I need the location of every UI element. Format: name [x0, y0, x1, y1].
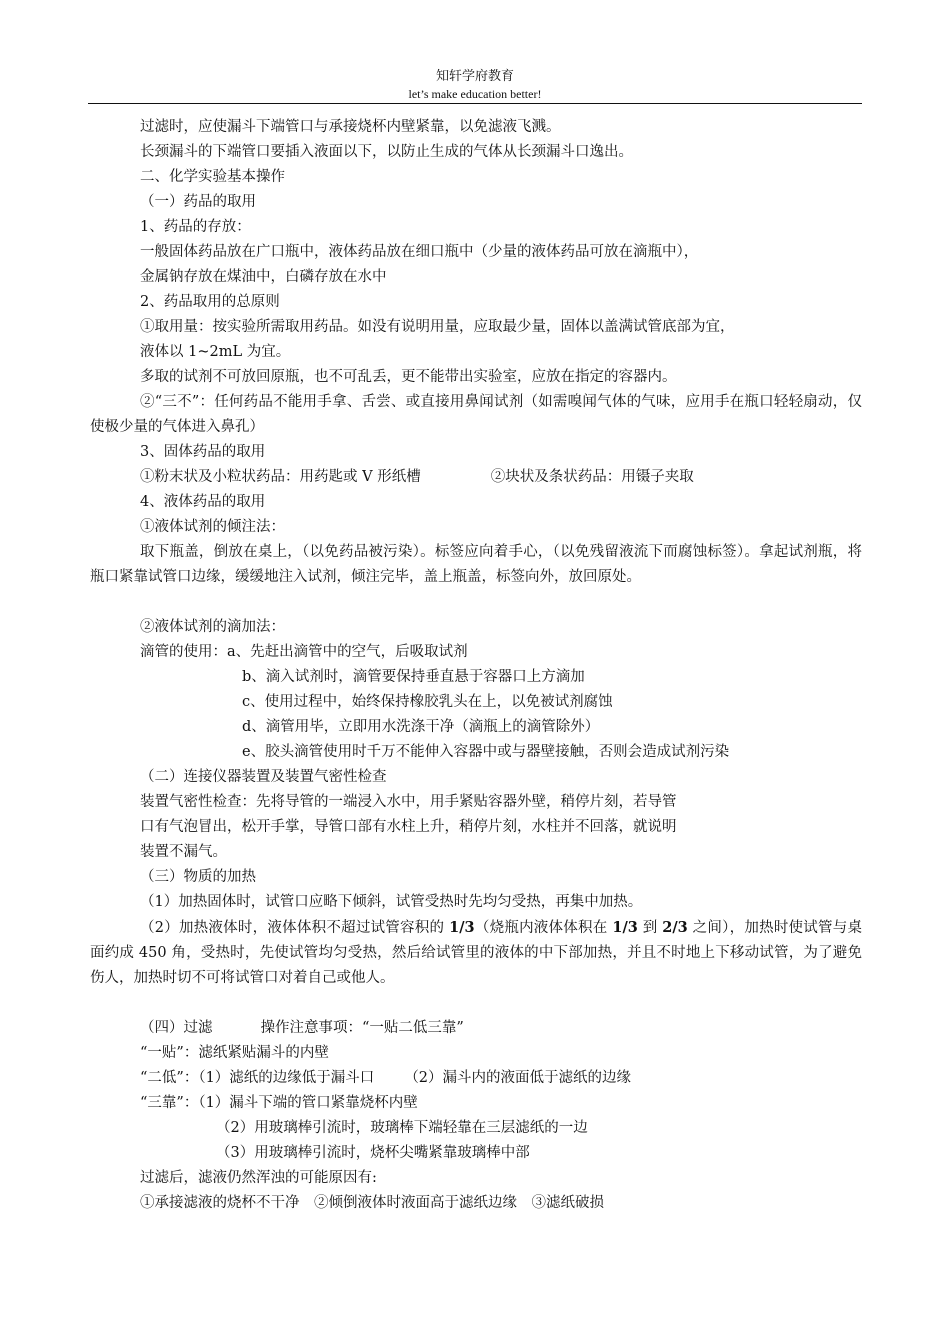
bold-fraction: 1/3 [612, 919, 638, 936]
text-fragment: 到 [637, 920, 663, 936]
text-line: “三靠”：（1）漏斗下端的管口紧靠烧杯内壁 [140, 1095, 418, 1111]
text-line: ①承接滤液的烧杯不干净 ②倾倒液体时液面高于滤纸边缘 ③滤纸破损 [140, 1195, 604, 1211]
text-line: 口有气泡冒出，松开手掌，导管口部有水柱上升，稍停片刻，水柱并不回落，就说明 [140, 819, 677, 835]
section-heading: 二、化学实验基本操作 [140, 169, 285, 185]
item-heading: 4、液体药品的取用 [140, 494, 266, 510]
item-heading: 2、药品取用的总原则 [140, 294, 280, 310]
text-line: ②液体试剂的滴加法： [140, 619, 285, 635]
spacer [90, 590, 862, 615]
list-item: （3）用玻璃棒引流时，烧杯尖嘴紧靠玻璃棒中部 [216, 1145, 530, 1161]
spacer [90, 991, 862, 1016]
list-item: e、胶头滴管使用时千万不能伸入容器中或与器壁接触，否则会造成试剂污染 [242, 744, 730, 760]
paragraph: 取下瓶盖，倒放在桌上，（以免药品被污染）。标签应向着手心，（以免残留液流下而腐蚀标签）。拿起试剂瓶，将瓶口紧靠试管口边缘，缓缓地注入试剂，倾注完毕，盖上瓶盖，标签向外，放回原处。 [90, 544, 862, 585]
list-item: d、滴管用毕，立即用水洗涤干净（滴瓶上的滴管除外） [242, 719, 600, 735]
text-line: 长颈漏斗的下端管口要插入液面以下，以防止生成的气体从长颈漏斗口逸出。 [140, 144, 633, 160]
document-body [90, 115, 862, 1216]
text-line: 过滤后，滤液仍然浑浊的可能原因有: [140, 1170, 377, 1186]
text-line: 滴管的使用：a、先赶出滴管中的空气，后吸取试剂 [140, 644, 468, 660]
text-line: 液体以 1~2mL 为宜。 [140, 344, 291, 360]
subsection-heading: （三）物质的加热 [140, 869, 256, 885]
header-title: 知轩学府教育 [435, 69, 514, 84]
text-fragment: ②块状及条状药品：用镊子夹取 [490, 469, 694, 485]
paragraph: ②“三不”：任何药品不能用手拿、舌尝、或直接用鼻闻试剂（如需嗅闻气体的气味，应用手在瓶口轻轻扇动，仅使极少量的气体进入鼻孔） [90, 394, 862, 435]
list-item: （2）用玻璃棒引流时，玻璃棒下端轻靠在三层滤纸的一边 [216, 1120, 588, 1136]
list-item: c、使用过程中，始终保持橡胶乳头在上，以免被试剂腐蚀 [242, 694, 613, 710]
text-line [90, 465, 862, 490]
text-line: “一贴”：滤纸紧贴漏斗的内壁 [140, 1045, 329, 1061]
text-fragment: （烧瓶内液体体积在 [474, 920, 613, 936]
text-line: 装置气密性检查：先将导管的一端浸入水中，用手紧贴容器外壁，稍停片刻，若导管 [140, 794, 677, 810]
text-line [90, 1066, 862, 1091]
item-heading: 1、药品的存放： [140, 219, 251, 235]
text-fragment: （2）漏斗内的液面低于滤纸的边缘 [404, 1070, 632, 1086]
list-item: b、滴入试剂时，滴管要保持垂直悬于容器口上方滴加 [242, 669, 585, 685]
text-line: ①液体试剂的倾注法： [140, 519, 285, 535]
text-fragment: 之间），加热时使试管与桌面约成 450 角，受热时，先使试管均匀受热，然后给试管里的液体的中下部加热，并且不时地上下移动试管，为了避免伤人，加热时切不可将试管口对着自己或他人。 [90, 920, 863, 986]
text-fragment: 操作注意事项：“一贴二低三靠” [260, 1020, 464, 1036]
text-fragment: “二低”：（1）滤纸的边缘低于漏斗口 [140, 1070, 375, 1086]
bold-fraction: 1/3 [449, 919, 475, 936]
paragraph [90, 915, 862, 991]
text-line: ①取用量：按实验所需取用药品。如没有说明用量，应取最少量，固体以盖满试管底部为宜， [140, 319, 735, 335]
text-line: 过滤时，应使漏斗下端管口与承接烧杯内壁紧靠，以免滤液飞溅。 [140, 119, 561, 135]
text-line: 多取的试剂不可放回原瓶，也不可乱丢，更不能带出实验室，应放在指定的容器内。 [140, 369, 677, 385]
subsection-heading: （一）药品的取用 [140, 194, 256, 210]
text-line: 装置不漏气。 [140, 844, 227, 860]
text-line: （1）加热固体时，试管口应略下倾斜，试管受热时先均匀受热，再集中加热。 [140, 894, 643, 910]
subsection-heading [90, 1016, 862, 1041]
bold-fraction: 2/3 [662, 919, 688, 936]
header-subtitle: let’s make education better! [408, 87, 542, 101]
subsection-heading: （二）连接仪器装置及装置气密性检查 [140, 769, 387, 785]
text-line: 金属钠存放在煤油中，白磷存放在水中 [140, 269, 387, 285]
text-fragment: （2）加热液体时，液体体积不超过试管容积的 [140, 920, 450, 936]
header-divider [88, 103, 862, 104]
item-heading: 3、固体药品的取用 [140, 444, 266, 460]
page-header [88, 68, 862, 102]
text-line: 一般固体药品放在广口瓶中，液体药品放在细口瓶中（少量的液体药品可放在滴瓶中）， [140, 244, 699, 260]
text-fragment: （四）过滤 [140, 1020, 213, 1036]
text-fragment: ①粉末状及小粒状药品：用药匙或 V 形纸槽 [140, 469, 421, 485]
